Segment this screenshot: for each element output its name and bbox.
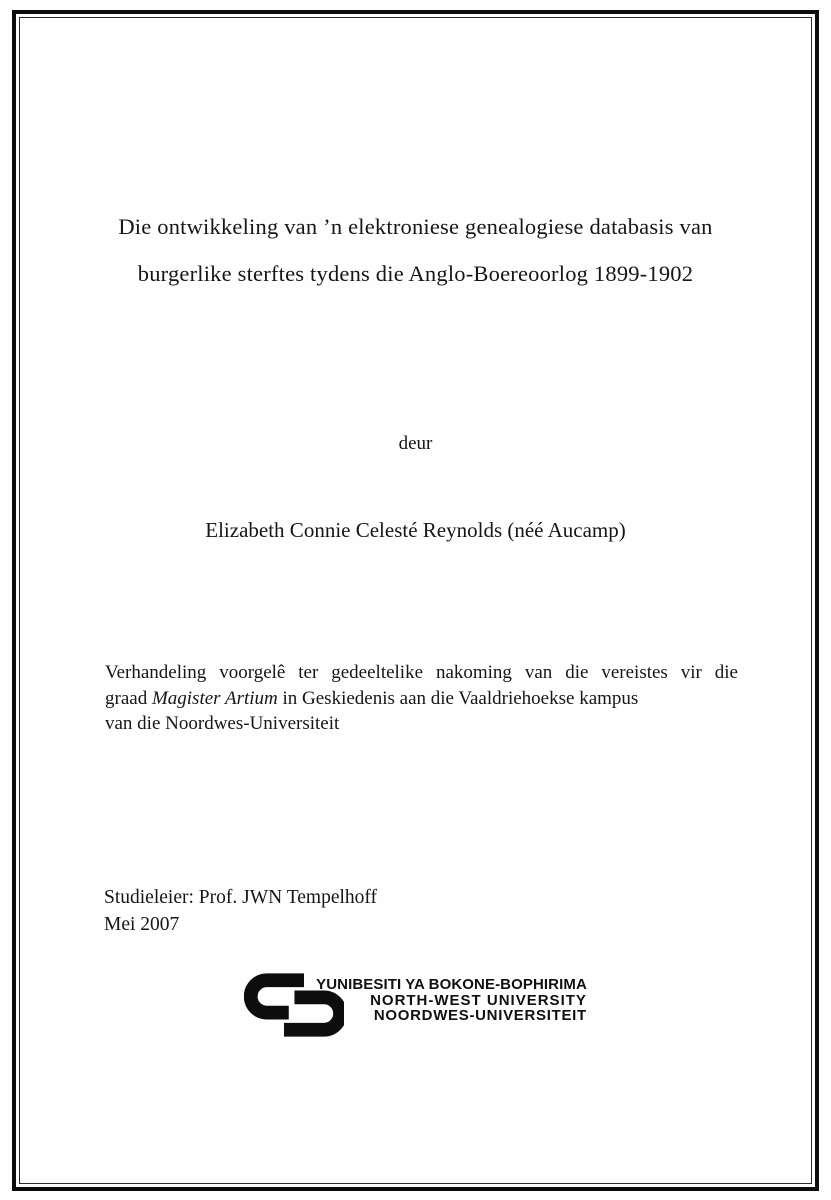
byline-label: deur: [398, 433, 433, 454]
logo-line-afrikaans: NOORDWES-UNIVERSITEIT: [373, 1007, 587, 1025]
university-logo: [0, 966, 831, 1044]
university-logo-text: [316, 966, 587, 1024]
statement-line1: Verhandeling voorgelê ter gedeeltelike nakoming van die vereistes vir die: [105, 662, 738, 683]
degree-name: Magister Artium: [151, 687, 278, 709]
statement-line2-pre: graad: [105, 687, 152, 709]
thesis-statement: [105, 660, 738, 737]
thesis-title-line1: Die ontwikkeling van ’n elektroniese genealogiese databasis van: [118, 214, 713, 239]
supervisor-line: Studieleier: Prof. JWN Tempelhoff: [104, 887, 378, 908]
statement-line2-post: in Geskiedenis aan die Vaaldriehoekse kampus: [277, 687, 639, 709]
statement-line2: [105, 686, 738, 712]
date-line: Mei 2007: [104, 914, 180, 935]
thesis-title-line2: burgerlike sterftes tydens die Anglo-Boereoorlog 1899-1902: [137, 261, 694, 286]
logo-line-setswana: YUNIBESITI YA BOKONE-BOPHIRIMA: [316, 976, 587, 993]
author-name: Elizabeth Connie Celesté Reynolds (néé Aucamp): [205, 518, 626, 542]
logo-line-english: NORTH-WEST UNIVERSITY: [370, 991, 587, 1009]
supervisor-block: [104, 884, 377, 938]
thesis-title: [60, 203, 771, 297]
statement-line3: van die Noordwes-Universiteit: [105, 713, 340, 735]
